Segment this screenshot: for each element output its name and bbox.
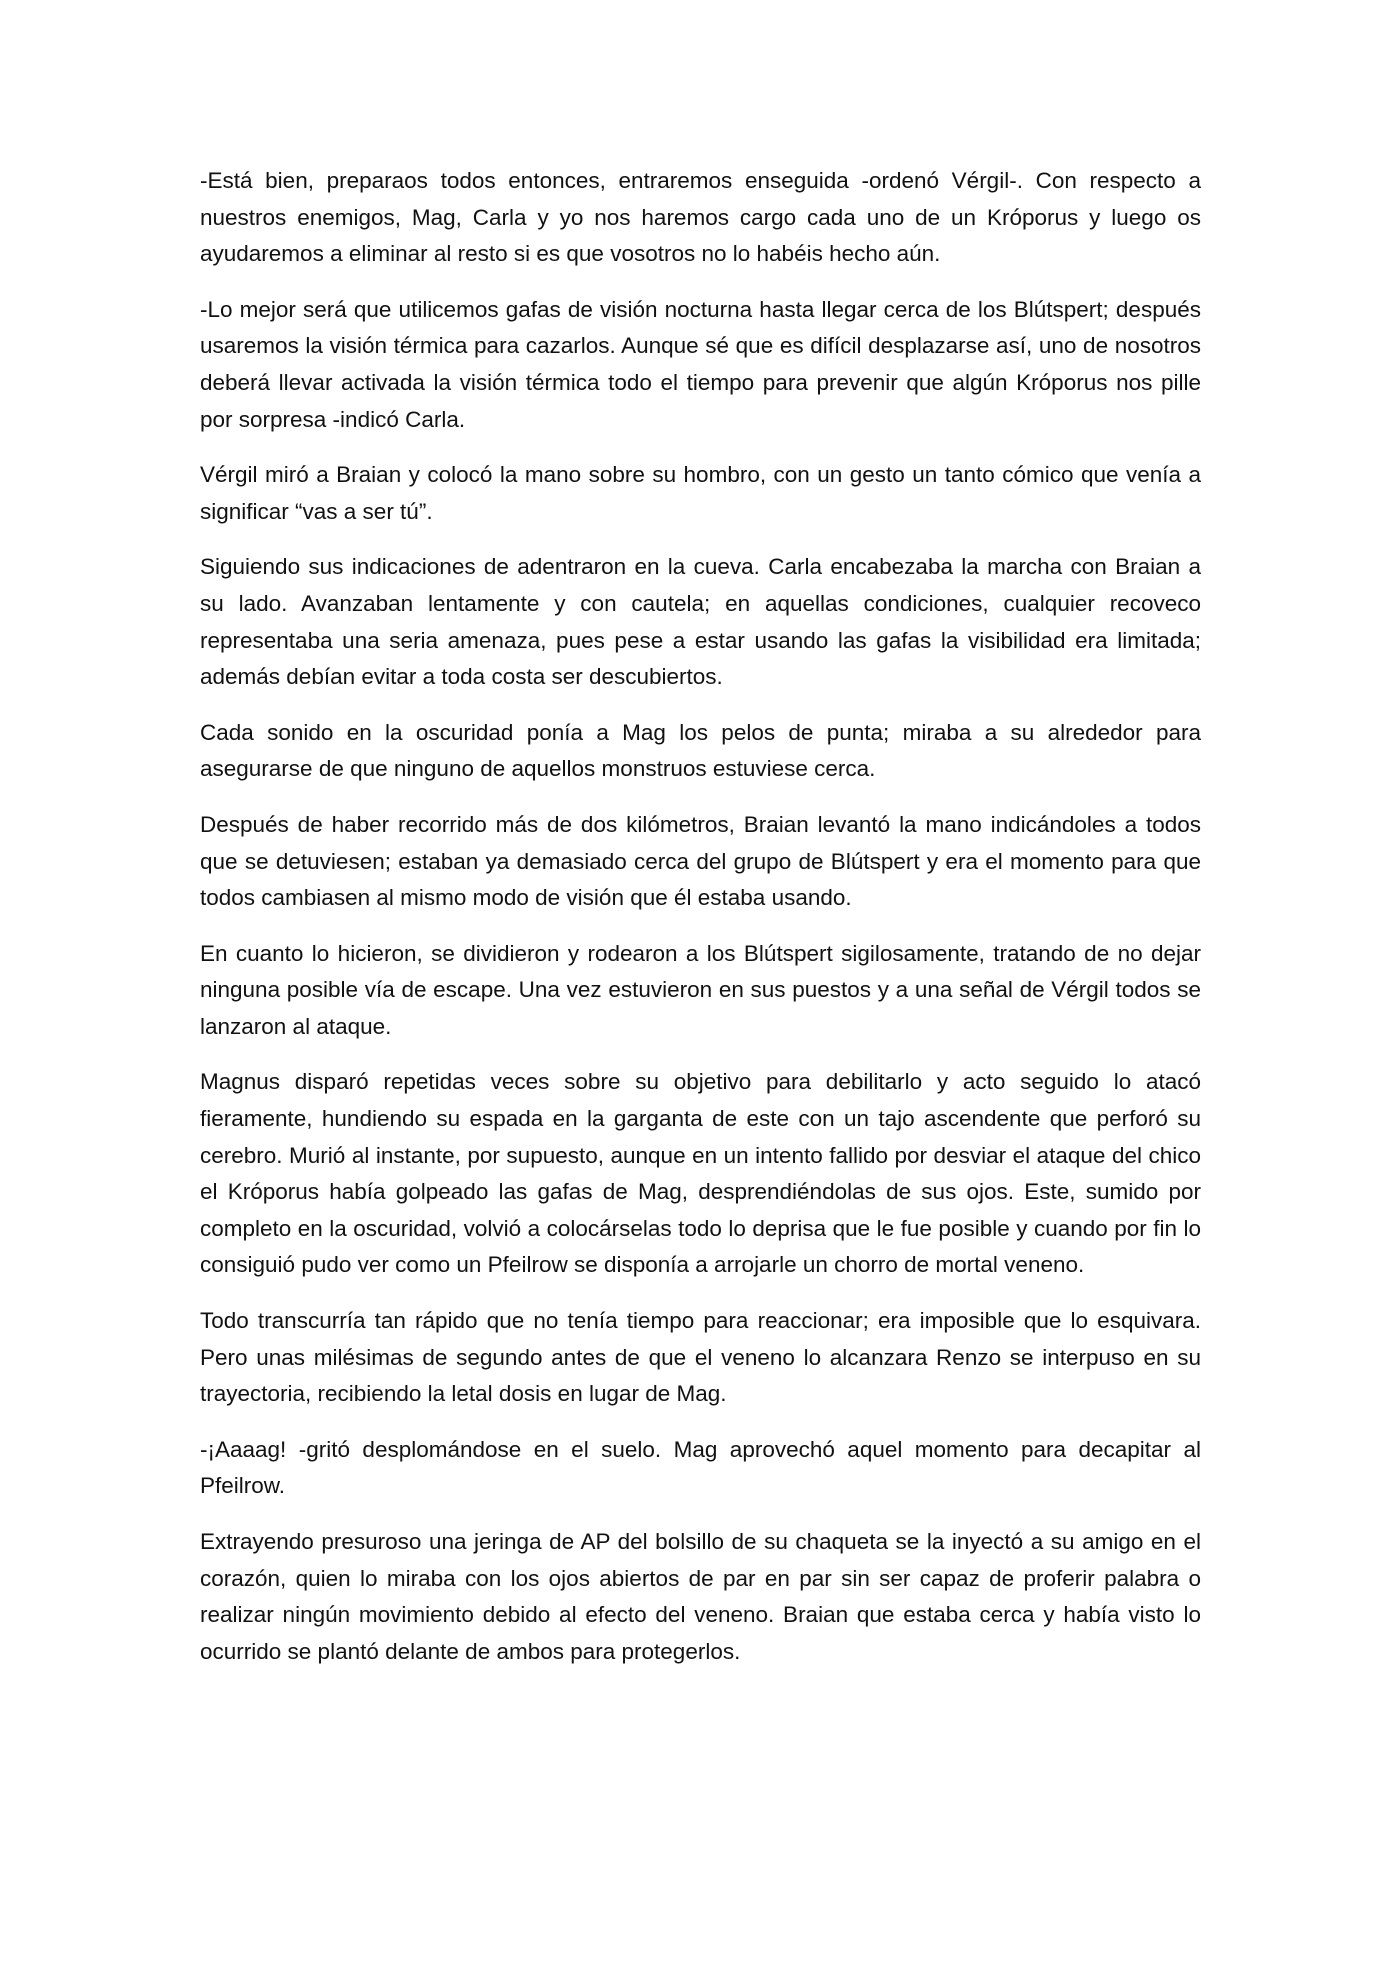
paragraph-6: Después de haber recorrido más de dos kilómetros, Braian levantó la mano indicándoles a todos que se detuviesen; estaban ya demasiado cerca del grupo de Blútspert y era el momento para que todos cambiasen al mismo modo de visión que él estaba usando.	[200, 811, 1201, 911]
paragraph-3: Vérgil miró a Braian y colocó la mano sobre su hombro, con un gesto un tanto cómico que venía a significar “vas a ser tú”.	[200, 462, 1201, 524]
body-text	[200, 163, 1201, 1689]
paragraph-11: Extrayendo presuroso una jeringa de AP del bolsillo de su chaqueta se la inyectó a su amigo en el corazón, quien lo miraba con los ojos abiertos de par en par sin ser capaz de proferir palabra o realizar ningún movimiento debido al efecto del veneno. Braian que estaba cerca y había visto lo ocurrido se plantó delante de ambos para protegerlos.	[200, 1529, 1201, 1664]
paragraph-7: En cuanto lo hicieron, se dividieron y rodearon a los Blútspert sigilosamente, tratando de no dejar ninguna posible vía de escape. Una vez estuvieron en sus puestos y a una señal de Vérgil todos se lanzaron al ataque.	[200, 940, 1201, 1039]
paragraph-10: -¡Aaaag! -gritó desplomándose en el suelo. Mag aprovechó aquel momento para decapitar al Pfeilrow.	[200, 1436, 1201, 1499]
paragraph-1: -Está bien, preparaos todos entonces, entraremos enseguida -ordenó Vérgil-. Con respecto a nuestros enemigos, Mag, Carla y yo nos haremos cargo cada uno de un Króporus y luego os ayudaremos a eliminar al resto si es que vosotros no lo habéis hecho aún.	[200, 168, 1201, 267]
paragraph-4: Siguiendo sus indicaciones de adentraron en la cueva. Carla encabezaba la marcha con Braian a su lado. Avanzaban lentamente y con cautela; en aquellas condiciones, cualquier recoveco representaba una seria amenaza, pues pese a estar usando las gafas la visibilidad era limitada; además debían evitar a toda costa ser descubiertos.	[200, 554, 1201, 690]
paragraph-8: Magnus disparó repetidas veces sobre su objetivo para debilitarlo y acto seguido lo atacó fieramente, hundiendo su espada en la garganta de este con un tajo ascendente que perforó su cerebro. Murió al instante, por supuesto, aunque en un intento fallido por desviar el ataque del chico el Króporus había golpeado las gafas de Mag, desprendiéndolas de sus ojos. Este, sumido por completo en la oscuridad, volvió a colocárselas todo lo deprisa que le fue posible y cuando por fin lo consiguió pudo ver como un Pfeilrow se disponía a arrojarle un chorro de mortal veneno.	[200, 1069, 1201, 1278]
paragraph-5: Cada sonido en la oscuridad ponía a Mag los pelos de punta; miraba a su alrededor para asegurarse de que ninguno de aquellos monstruos estuviese cerca.	[200, 719, 1201, 782]
paragraph-2: -Lo mejor será que utilicemos gafas de visión nocturna hasta llegar cerca de los Blútspert; después usaremos la visión térmica para cazarlos. Aunque sé que es difícil desplazarse así, uno de nosotros deberá llevar activada la visión térmica todo el tiempo para prevenir que algún Króporus nos pille por sorpresa -indicó Carla.	[200, 296, 1201, 432]
paragraph-9: Todo transcurría tan rápido que no tenía tiempo para reaccionar; era imposible que lo esquivara. Pero unas milésimas de segundo antes de que el veneno lo alcanzara Renzo se interpuso en su trayectoria, recibiendo la letal dosis en lugar de Mag.	[200, 1308, 1201, 1407]
